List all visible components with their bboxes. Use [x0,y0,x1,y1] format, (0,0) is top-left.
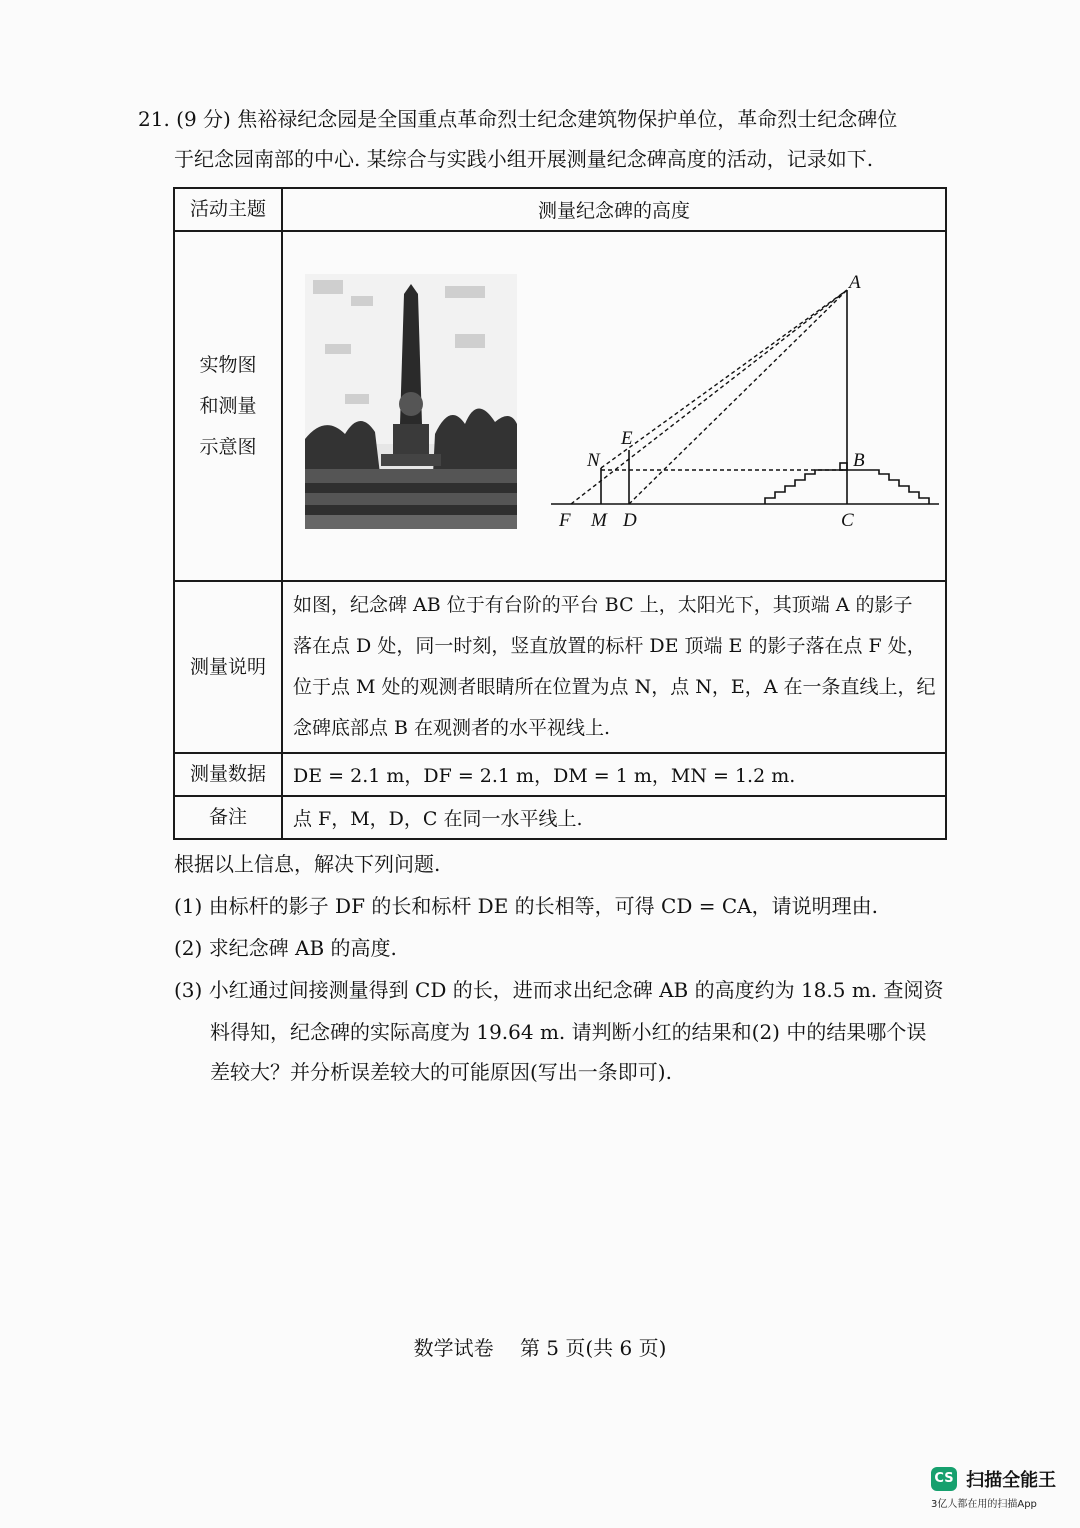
data-label: 测量数据 [174,753,282,796]
scanner-tagline: 3亿人都在用的扫描App [931,1499,1037,1510]
task-3-line-1: (3) 小红通过间接测量得到 CD 的长，进而求出纪念碑 AB 的高度约为 18.5 m. 查阅资 [174,978,944,1002]
theme-label: 活动主题 [174,188,282,231]
note-label: 备注 [174,796,282,839]
question-score: (9 分) [176,107,231,131]
diagram-cell [282,231,946,581]
row-diagram [174,231,946,581]
footer-subject: 数学试卷 [413,1336,494,1360]
label-n: N [587,450,600,471]
row-explain [174,581,946,753]
label-d: D [623,510,637,531]
activity-table [173,187,947,840]
explain-label: 测量说明 [174,581,282,753]
question-number: 21. [138,107,170,131]
row-note [174,796,946,839]
task-3-line-3: 差较大？并分析误差较大的可能原因(写出一条即可). [210,1060,672,1084]
page-footer [0,1332,1080,1361]
explain-text: 如图，纪念碑 AB 位于有台阶的平台 BC 上，太阳光下，其顶端 A 的影子 落在点 D 处，同一时刻，竖直放置的标杆 DE 顶端 E 的影子落在点 F 处， 位于点 M 处的观测者眼睛所在位置为点 N，点 N，E，A 在一条直线上，纪 念碑底部点 B 在观测者的水平视线上. [282,581,946,753]
task-3-line-2: 料得知，纪念碑的实际高度为 19.64 m. 请判断小红的结果和(2) 中的结果哪个误 [210,1020,927,1044]
row-theme [174,188,946,231]
question-header [138,105,897,133]
label-c: C [841,510,854,531]
scanner-watermark [931,1466,1056,1510]
theme-value: 测量纪念碑的高度 [282,188,946,231]
note-value: 点 F，M，D，C 在同一水平线上. [282,796,946,839]
intro-line-2: 于纪念园南部的中心. 某综合与实践小组开展测量纪念碑高度的活动，记录如下. [174,147,874,171]
intro-line-1: 焦裕禄纪念园是全国重点革命烈士纪念建筑物保护单位，革命烈士纪念碑位 [237,107,898,131]
monument-photo [305,274,517,529]
label-e: E [621,428,633,449]
scanner-name: 扫描全能王 [966,1470,1057,1491]
sight-line-fa [571,290,847,504]
footer-page: 第 5 页(共 6 页) [519,1336,667,1360]
scanner-logo-icon: CS [931,1467,957,1491]
label-a: A [849,272,861,293]
right-angle-mark [840,463,847,470]
sight-line-na [601,290,847,468]
geometry-diagram [543,272,953,542]
label-m: M [591,510,607,531]
task-2: (2) 求纪念碑 AB 的高度. [174,936,397,960]
diagram-label: 实物图 和测量 示意图 [174,231,282,581]
row-data [174,753,946,796]
label-f: F [559,510,571,531]
label-b: B [853,450,865,471]
data-value: DE = 2.1 m，DF = 2.1 m，DM = 1 m，MN = 1.2 m. [282,753,946,796]
task-1: (1) 由标杆的影子 DF 的长和标杆 DE 的长相等，可得 CD = CA，请说明理由. [174,894,878,918]
tasks-lead: 根据以上信息，解决下列问题. [174,852,441,876]
